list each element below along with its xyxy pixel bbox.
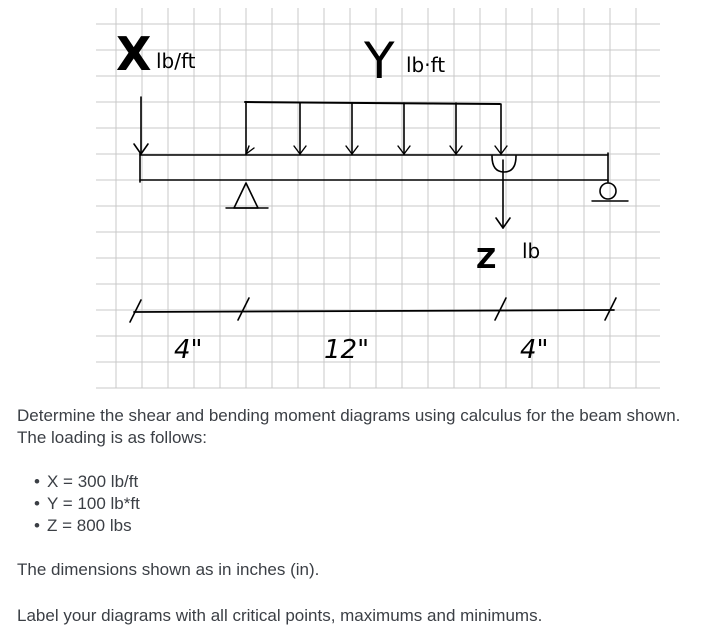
z-load-symbol: Z xyxy=(476,242,497,275)
dimension-labels xyxy=(174,335,549,365)
load-item-x: • X = 300 lb/ft xyxy=(47,471,707,493)
load-labels xyxy=(116,27,540,275)
load-item-z: • Z = 800 lbs xyxy=(47,515,707,537)
load-item-y: • Y = 100 lb*ft xyxy=(47,493,707,515)
y-load-unit: lb·ft xyxy=(406,53,446,77)
beam xyxy=(140,153,608,182)
load-list xyxy=(17,471,707,537)
dimensions-note: The dimensions shown as in inches (in). xyxy=(17,560,320,579)
y-load-symbol: Y xyxy=(364,32,395,90)
instruction: Label your diagrams with all critical points, maximums and minimums. xyxy=(17,606,543,625)
x-load-symbol: X xyxy=(116,27,152,81)
beam-diagram xyxy=(96,0,660,390)
pin-support xyxy=(226,183,268,208)
x-load-unit: lb/ft xyxy=(156,49,196,73)
dimension-right: 4" xyxy=(520,335,549,365)
dimension-left: 4" xyxy=(174,335,203,365)
beam-sketch xyxy=(96,0,660,390)
problem-intro: Determine the shear and bending moment diagrams using calculus for the beam shown. The loading is as follows: xyxy=(17,406,681,447)
point-load-z xyxy=(492,156,516,228)
distributed-load-arrow-left xyxy=(134,97,148,154)
z-load-unit: lb xyxy=(522,239,541,263)
dimension-middle: 12" xyxy=(324,335,370,365)
problem-statement xyxy=(17,405,707,627)
